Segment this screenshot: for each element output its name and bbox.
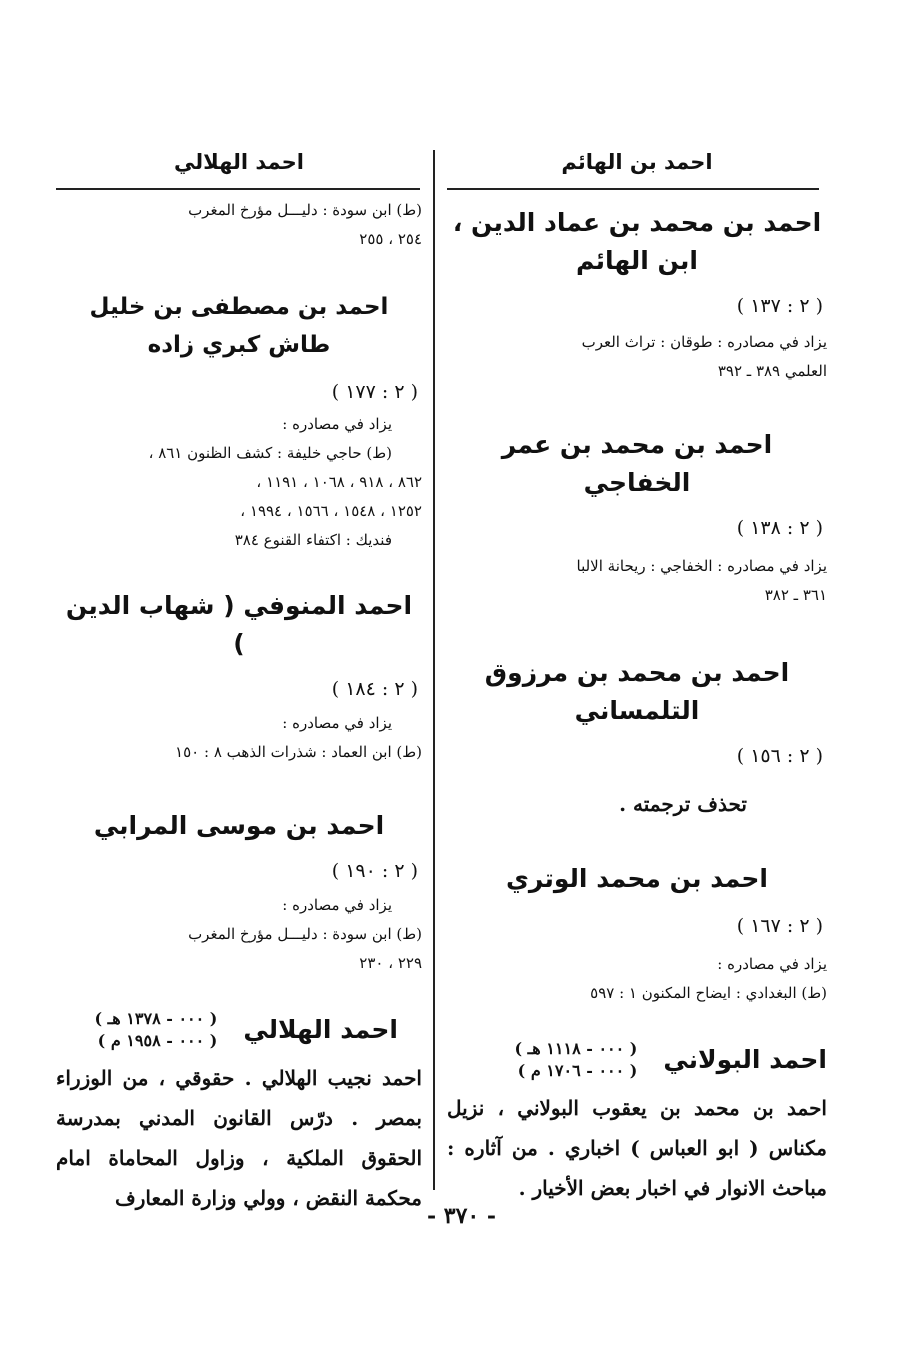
entry-title-row — [447, 1038, 827, 1082]
entry-ibn-al-haim — [447, 204, 827, 386]
entry-reference: ( ٢ : ١٩٠ ) — [331, 860, 418, 882]
column-divider — [433, 150, 435, 1190]
page-number: - ٣٧٠ - — [426, 1203, 497, 1229]
entry-al-bulani — [447, 1038, 827, 1208]
entry-source-line: ١٢٥٢ ، ١٥٤٨ ، ١٥٦٦ ، ١٩٩٤ ، — [240, 502, 422, 520]
header-rule-right — [447, 188, 819, 190]
hijri-date: ( ٠٠٠ - ١٣٧٨ هـ ) — [94, 1009, 218, 1028]
entry-al-watari — [447, 860, 827, 1008]
entry-source-line: ٢٢٩ ، ٢٣٠ — [359, 954, 422, 972]
entry-name: احمد بن مصطفى بن خليل طاش كبري زاده — [89, 294, 389, 358]
entry-name: احمد بن موسى المرابي — [93, 811, 385, 840]
gregorian-date: ( ٠٠٠ - ١٧٠٦ م ) — [517, 1061, 638, 1080]
entry-source-line: فنديك : اكتفاء القنوع ٣٨٤ — [234, 531, 392, 549]
entry-al-murabi — [56, 807, 422, 978]
entry-source-line: يزاد في مصادره : الخفاجي : ريحانة الالبا — [576, 557, 827, 575]
entry-biography: احمد بن محمد بن يعقوب البولاني ، نزيل مكناس ( ابو العباس ) اخباري . من آثاره : مباحث الانوار في اخبار بعض الأخيار . — [447, 1096, 827, 1200]
entry-note: تحذف ترجمته . — [619, 792, 747, 816]
entry-tashkopruzade — [56, 288, 422, 555]
hijri-date: ( ٠٠٠ - ١١١٨ هـ ) — [514, 1039, 638, 1058]
entry-source-line: ٨٦٢ ، ٩١٨ ، ١٠٦٨ ، ١١٩١ ، — [256, 473, 422, 491]
entry-al-khafaji — [447, 426, 827, 610]
entry-reference: ( ٢ : ١٥٦ ) — [736, 745, 823, 767]
entry-source-line: يزاد في مصادره : — [717, 955, 827, 973]
entry-source-line: (ط) ابن سودة : دليـــل مؤرخ المغرب — [188, 201, 422, 219]
entry-name: احمد بن محمد بن عمر الخفاجي — [501, 430, 773, 497]
entry-reference: ( ٢ : ١٨٤ ) — [331, 678, 418, 700]
entry-al-tilimsani — [447, 654, 827, 820]
entry-reference: ( ٢ : ١٧٧ ) — [331, 381, 418, 403]
entry-name: احمد المنوفي ( شهاب الدين ) — [65, 591, 413, 658]
entry-source-line: (ط) ابن العماد : شذرات الذهب ٨ : ١٥٠ — [175, 743, 422, 761]
entry-source-line: العلمي ٣٨٩ ـ ٣٩٢ — [717, 362, 827, 380]
entry-reference: ( ٢ : ١٣٨ ) — [736, 517, 823, 539]
entry-source-line: يزاد في مصادره : — [282, 415, 392, 433]
entry-source-line: (ط) البغدادي : ايضاح المكنون ١ : ٥٩٧ — [590, 984, 827, 1002]
entry-al-hilali — [56, 1008, 422, 1218]
entry-source-line: (ط) حاجي خليفة : كشف الظنون ٨٦١ ، — [148, 444, 392, 462]
entry-name: احمد البولاني — [663, 1045, 827, 1074]
entry-source-line: (ط) ابن سودة : دليـــل مؤرخ المغرب — [188, 925, 422, 943]
entry-source-line: ٢٥٤ ، ٢٥٥ — [359, 230, 422, 248]
gregorian-date: ( ٠٠٠ - ١٩٥٨ م ) — [97, 1031, 218, 1050]
entry-dates — [514, 1038, 637, 1082]
left-column — [56, 196, 422, 1218]
entry-name: احمد بن محمد بن عماد الدين ، ابن الهائم — [452, 208, 822, 275]
header-rule-left — [56, 188, 420, 190]
entry-source-line: يزاد في مصادره : — [282, 714, 392, 732]
entry-source-line: يزاد في مصادره : طوقان : تراث العرب — [581, 333, 827, 351]
entry-name: احمد بن محمد بن مرزوق التلمساني — [484, 658, 790, 725]
running-header-left: احمد الهلالي — [174, 150, 304, 174]
entry-name: احمد بن محمد الوتري — [506, 864, 768, 893]
entry-continuation — [56, 196, 422, 254]
entry-dates — [94, 1008, 217, 1052]
entry-biography: احمد نجيب الهلالي . حقوقي ، من الوزراء بمصر . درّس القانون المدني بمدرسة الحقوق الملكية ، وزاول المحاماة امام محكمة النقض ، وولي وزارة المعارف — [56, 1066, 422, 1210]
entry-name: احمد الهلالي — [243, 1015, 398, 1044]
entry-reference: ( ٢ : ١٣٧ ) — [736, 295, 823, 317]
entry-al-manufi — [56, 587, 422, 767]
entry-source-line: ٣٦١ ـ ٣٨٢ — [764, 586, 827, 604]
entry-reference: ( ٢ : ١٦٧ ) — [736, 915, 823, 937]
right-column — [447, 196, 827, 1208]
entry-title-row — [56, 1008, 422, 1052]
entry-source-line: يزاد في مصادره : — [282, 896, 392, 914]
running-header-right: احمد بن الهائم — [561, 150, 713, 174]
